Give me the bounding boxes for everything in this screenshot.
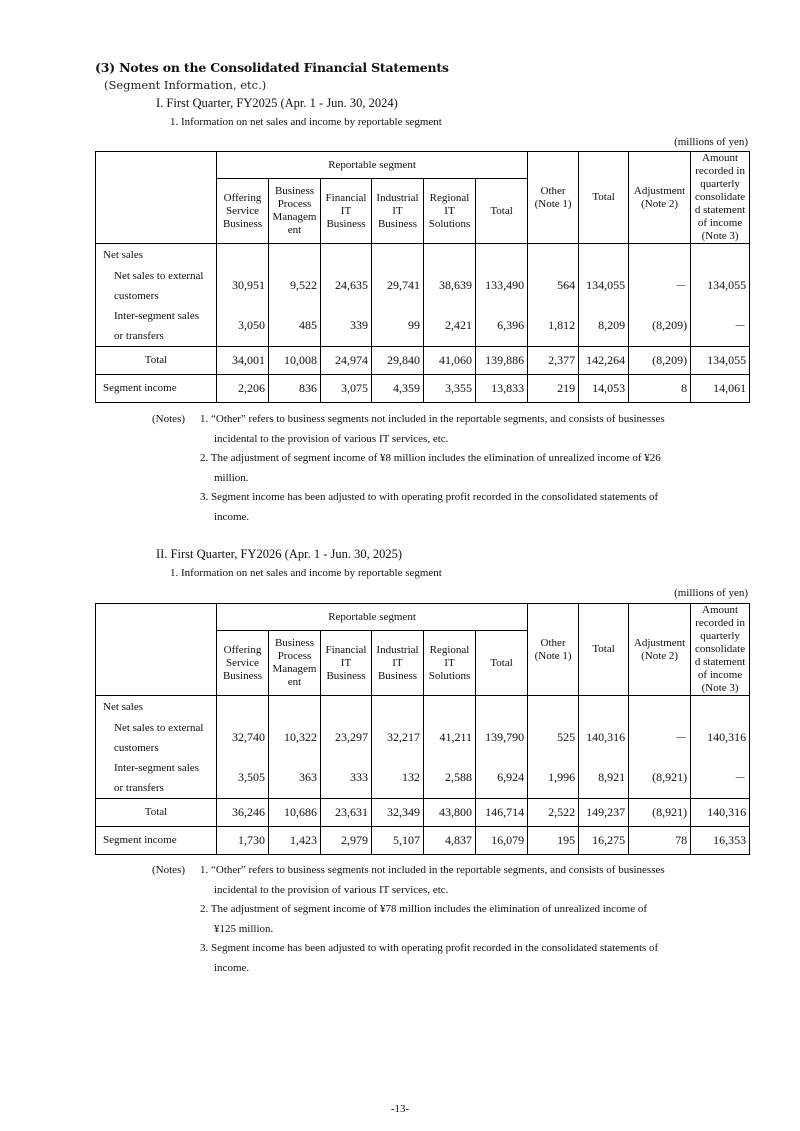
external-sales-value: 41,211 xyxy=(424,718,476,758)
total-value: 29,840 xyxy=(372,346,424,374)
segment-income-value: 4,359 xyxy=(372,374,424,402)
external-sales-label xyxy=(96,266,217,306)
notes-list xyxy=(200,410,720,527)
total-value: 10,686 xyxy=(269,798,321,826)
empty-cell xyxy=(269,244,321,266)
external-sales-value: 32,217 xyxy=(372,718,424,758)
segment-income-value: 4,837 xyxy=(424,826,476,854)
total-header: Total xyxy=(579,152,629,244)
text-line: (Note 1) xyxy=(534,649,572,662)
total-label xyxy=(96,346,217,374)
total-value: 41,060 xyxy=(424,346,476,374)
text-line: or transfers xyxy=(114,329,164,342)
total-value: 146,714 xyxy=(476,798,528,826)
inter-segment-value: 333 xyxy=(321,758,372,799)
text-line: Industrial xyxy=(376,643,419,656)
empty-cell xyxy=(691,244,750,266)
external-sales-value: 32,740 xyxy=(217,718,269,758)
empty-cell xyxy=(372,696,424,718)
table-row xyxy=(96,266,750,306)
page-number: -13- xyxy=(390,1103,410,1115)
total-value: (8,209) xyxy=(629,346,691,374)
text-line: Service xyxy=(226,204,259,217)
text-line: (Note 3) xyxy=(701,682,739,694)
table-header-row xyxy=(96,152,750,179)
text-line: Net sales to external xyxy=(114,721,204,734)
text-line: of income xyxy=(697,669,743,681)
text-line: Net sales to external xyxy=(114,269,204,282)
text-line: Offering xyxy=(223,191,262,204)
note-item xyxy=(200,861,720,900)
text-line: Total xyxy=(144,806,168,818)
external-sales-label xyxy=(96,718,217,758)
segment-income-value: 836 xyxy=(269,374,321,402)
segment-income-value: 16,353 xyxy=(691,826,750,854)
text-line: Business xyxy=(274,185,315,198)
text-line: IT xyxy=(340,656,352,669)
inter-segment-value: 3,050 xyxy=(217,306,269,347)
segment-income-value: 2,206 xyxy=(217,374,269,402)
offering-service-header xyxy=(217,179,269,244)
text-line: Total xyxy=(144,354,168,366)
segment-income-value: 3,355 xyxy=(424,374,476,402)
industrial-it-header xyxy=(372,631,424,696)
text-line: Process xyxy=(277,650,312,663)
other-header xyxy=(528,152,579,244)
text-line: Financial xyxy=(325,191,367,204)
note-item xyxy=(200,939,720,978)
total-value: 34,001 xyxy=(217,346,269,374)
empty-cell xyxy=(528,244,579,266)
text-line: Inter-segment sales xyxy=(114,309,199,322)
text-line: Business xyxy=(377,669,418,682)
note-line: 2. The adjustment of segment income of ¥78 million includes the elimination of unrealized income of xyxy=(200,903,648,915)
text-line: Adjustment xyxy=(633,636,686,649)
reportable-segment-header: Reportable segment xyxy=(217,152,528,179)
inter-segment-label xyxy=(96,758,217,799)
note-continuation: incidental to the provision of various IT services, etc. xyxy=(214,432,449,445)
text-line: recorded in xyxy=(695,617,745,629)
note-item xyxy=(200,900,720,939)
notes-label: (Notes) xyxy=(152,864,185,876)
header-corner-cell xyxy=(96,604,217,696)
total-value: 2,522 xyxy=(528,798,579,826)
text-line: IT xyxy=(444,656,455,669)
empty-cell xyxy=(476,244,528,266)
inter-segment-value: 6,924 xyxy=(476,758,528,799)
text-line: Business xyxy=(274,637,315,650)
note-continuation: incidental to the provision of various IT services, etc. xyxy=(214,883,449,896)
external-sales-value: 134,055 xyxy=(579,266,629,306)
external-sales-value: 134,055 xyxy=(691,266,750,306)
net-sales-label: Net sales xyxy=(96,244,217,266)
adjustment-header xyxy=(629,152,691,244)
table-row xyxy=(96,244,750,266)
external-sales-value: 564 xyxy=(528,266,579,306)
inter-segment-value: 8,921 xyxy=(579,758,629,799)
text-line: (Note 3) xyxy=(701,230,739,242)
inter-segment-value: 132 xyxy=(372,758,424,799)
segment-income-value: 14,053 xyxy=(579,374,629,402)
text-line: IT xyxy=(444,204,455,217)
inter-segment-value: 2,588 xyxy=(424,758,476,799)
note-line: 3. Segment income has been adjusted to with operating profit recorded in the consolidated statements of xyxy=(200,942,659,954)
table-row xyxy=(96,374,750,402)
total-value: 10,008 xyxy=(269,346,321,374)
external-sales-value: 29,741 xyxy=(372,266,424,306)
segment-income-label xyxy=(96,374,217,402)
text-line: Solutions xyxy=(428,217,471,230)
text-line: (Note 1) xyxy=(534,197,572,210)
financial-it-header xyxy=(321,179,372,244)
text-line: Financial xyxy=(325,643,367,656)
external-sales-value: 10,322 xyxy=(269,718,321,758)
text-line: customers xyxy=(114,741,159,754)
regional-it-header xyxy=(424,179,476,244)
inter-segment-value: 8,209 xyxy=(579,306,629,347)
notes-block xyxy=(152,861,752,981)
empty-cell xyxy=(629,696,691,718)
inter-segment-value: 3,505 xyxy=(217,758,269,799)
text-line: IT xyxy=(340,204,352,217)
inter-segment-value: － xyxy=(691,758,750,799)
segment-income-value: 16,079 xyxy=(476,826,528,854)
inter-segment-value: 339 xyxy=(321,306,372,347)
total-value: 23,631 xyxy=(321,798,372,826)
note-continuation: income. xyxy=(214,961,250,974)
section-title: II. First Quarter, FY2026 (Apr. 1 - Jun. 30, 2025) xyxy=(156,547,403,561)
note-item xyxy=(200,410,720,449)
industrial-it-header xyxy=(372,179,424,244)
text-line: Regional xyxy=(429,191,470,204)
external-sales-value: 140,316 xyxy=(691,718,750,758)
text-line: Inter-segment sales xyxy=(114,761,199,774)
section-title: I. First Quarter, FY2025 (Apr. 1 - Jun. 30, 2024) xyxy=(156,96,398,110)
text-line: Adjustment xyxy=(633,184,686,197)
text-line: Offering xyxy=(223,643,262,656)
business-process-header xyxy=(269,631,321,696)
text-line: Solutions xyxy=(428,669,471,682)
total-header: Total xyxy=(579,604,629,696)
notes-block xyxy=(152,410,752,530)
text-line: Regional xyxy=(429,643,470,656)
text-line: IT xyxy=(392,656,403,669)
text-line: or transfers xyxy=(114,781,164,794)
empty-cell xyxy=(424,696,476,718)
text-line: (Note 2) xyxy=(641,649,679,662)
text-line: Other xyxy=(540,636,566,649)
external-sales-value: 23,297 xyxy=(321,718,372,758)
text-line: Managem xyxy=(272,211,317,224)
text-line: Segment income xyxy=(103,834,177,846)
amount-recorded-header xyxy=(691,152,750,244)
text-line: Service xyxy=(226,656,259,669)
text-line: (Note 2) xyxy=(641,197,679,210)
total-value: 36,246 xyxy=(217,798,269,826)
table-row xyxy=(96,346,750,374)
segment-income-value: 14,061 xyxy=(691,374,750,402)
note-line: 1. “Other” refers to business segments not included in the reportable segments, and consists of businesses xyxy=(200,864,665,876)
section-subtitle: 1. Information on net sales and income by reportable segment xyxy=(170,116,442,128)
segment-table xyxy=(95,603,750,855)
notes-heading: (3) Notes on the Consolidated Financial Statements xyxy=(95,60,449,75)
external-sales-value: 133,490 xyxy=(476,266,528,306)
text-line: recorded in xyxy=(695,165,745,177)
note-line: 3. Segment income has been adjusted to with operating profit recorded in the consolidated statements of xyxy=(200,491,659,503)
regional-it-header xyxy=(424,631,476,696)
segment-income-value: 219 xyxy=(528,374,579,402)
inter-segment-value: 1,812 xyxy=(528,306,579,347)
empty-cell xyxy=(217,696,269,718)
total-label xyxy=(96,798,217,826)
note-line: 2. The adjustment of segment income of ¥8 million includes the elimination of unrealized income of ¥26 xyxy=(200,452,661,464)
external-sales-value: 140,316 xyxy=(579,718,629,758)
total-value: 32,349 xyxy=(372,798,424,826)
text-line: Business xyxy=(222,217,263,230)
external-sales-value: 38,639 xyxy=(424,266,476,306)
text-line: ent xyxy=(287,224,302,237)
text-line: quarterly xyxy=(700,178,740,190)
total-value: 24,974 xyxy=(321,346,372,374)
text-line: Other xyxy=(540,184,566,197)
text-line: Business xyxy=(377,217,418,230)
inter-segment-value: 363 xyxy=(269,758,321,799)
text-line: Business xyxy=(326,669,366,682)
total-value: 140,316 xyxy=(691,798,750,826)
inter-segment-value: (8,921) xyxy=(629,758,691,799)
reportable-total-header: Total xyxy=(476,179,528,244)
segment-income-value: 8 xyxy=(629,374,691,402)
segment-income-value: 2,979 xyxy=(321,826,372,854)
external-sales-value: － xyxy=(629,718,691,758)
table-header-row xyxy=(96,604,750,631)
inter-segment-value: (8,209) xyxy=(629,306,691,347)
inter-segment-value: － xyxy=(691,306,750,347)
section-subtitle: 1. Information on net sales and income by reportable segment xyxy=(170,567,442,579)
amount-recorded-header xyxy=(691,604,750,696)
table-row xyxy=(96,758,750,799)
inter-segment-value: 1,996 xyxy=(528,758,579,799)
text-line: Managem xyxy=(272,663,317,676)
total-value: 149,237 xyxy=(579,798,629,826)
net-sales-label: Net sales xyxy=(96,696,217,718)
text-line: Business xyxy=(326,217,366,230)
segment-income-value: 16,275 xyxy=(579,826,629,854)
empty-cell xyxy=(424,244,476,266)
unit-label: (millions of yen) xyxy=(674,136,748,148)
table-row xyxy=(96,826,750,854)
text-line: consolidate xyxy=(695,191,746,203)
adjustment-header xyxy=(629,604,691,696)
empty-cell xyxy=(217,244,269,266)
text-line: Amount xyxy=(702,152,739,164)
text-line: d statement xyxy=(694,204,746,216)
text-line: IT xyxy=(392,204,403,217)
empty-cell xyxy=(579,244,629,266)
table-row xyxy=(96,718,750,758)
segment-income-value: 3,075 xyxy=(321,374,372,402)
empty-cell xyxy=(269,696,321,718)
note-line: 1. “Other” refers to business segments not included in the reportable segments, and consists of businesses xyxy=(200,413,665,425)
text-line: Process xyxy=(277,198,312,211)
inter-segment-label xyxy=(96,306,217,347)
empty-cell xyxy=(579,696,629,718)
text-line: Industrial xyxy=(376,191,419,204)
empty-cell xyxy=(476,696,528,718)
other-header xyxy=(528,604,579,696)
notes-list xyxy=(200,861,720,978)
note-continuation: million. xyxy=(214,471,249,484)
text-line: Amount xyxy=(702,604,739,616)
segment-income-value: 1,730 xyxy=(217,826,269,854)
financial-it-header xyxy=(321,631,372,696)
empty-cell xyxy=(528,696,579,718)
text-line: customers xyxy=(114,289,159,302)
offering-service-header xyxy=(217,631,269,696)
header-corner-cell xyxy=(96,152,217,244)
total-value: 134,055 xyxy=(691,346,750,374)
inter-segment-value: 485 xyxy=(269,306,321,347)
note-continuation: ¥125 million. xyxy=(214,922,274,935)
text-line: quarterly xyxy=(700,630,740,642)
empty-cell xyxy=(321,244,372,266)
text-line: ent xyxy=(287,676,302,689)
total-value: 2,377 xyxy=(528,346,579,374)
segment-income-value: 78 xyxy=(629,826,691,854)
text-line: of income xyxy=(697,217,743,229)
segment-table xyxy=(95,151,750,403)
text-line: Business xyxy=(222,669,263,682)
inter-segment-value: 6,396 xyxy=(476,306,528,347)
text-line: d statement xyxy=(694,656,746,668)
total-value: 43,800 xyxy=(424,798,476,826)
text-line: Segment income xyxy=(103,382,177,394)
segment-info-subheading: (Segment Information, etc.) xyxy=(104,78,267,92)
external-sales-value: 525 xyxy=(528,718,579,758)
empty-cell xyxy=(691,696,750,718)
table-row xyxy=(96,306,750,347)
external-sales-value: 9,522 xyxy=(269,266,321,306)
total-value: 139,886 xyxy=(476,346,528,374)
text-line: consolidate xyxy=(695,643,746,655)
empty-cell xyxy=(372,244,424,266)
segment-income-value: 5,107 xyxy=(372,826,424,854)
table-row xyxy=(96,696,750,718)
notes-label: (Notes) xyxy=(152,413,185,425)
table-row xyxy=(96,798,750,826)
unit-label: (millions of yen) xyxy=(674,587,748,599)
inter-segment-value: 99 xyxy=(372,306,424,347)
segment-income-value: 1,423 xyxy=(269,826,321,854)
inter-segment-value: 2,421 xyxy=(424,306,476,347)
external-sales-value: － xyxy=(629,266,691,306)
note-item xyxy=(200,449,720,488)
external-sales-value: 139,790 xyxy=(476,718,528,758)
segment-income-value: 13,833 xyxy=(476,374,528,402)
external-sales-value: 30,951 xyxy=(217,266,269,306)
reportable-total-header: Total xyxy=(476,631,528,696)
total-value: (8,921) xyxy=(629,798,691,826)
note-item xyxy=(200,488,720,527)
note-continuation: income. xyxy=(214,510,250,523)
empty-cell xyxy=(629,244,691,266)
business-process-header xyxy=(269,179,321,244)
external-sales-value: 24,635 xyxy=(321,266,372,306)
segment-income-value: 195 xyxy=(528,826,579,854)
total-value: 142,264 xyxy=(579,346,629,374)
reportable-segment-header: Reportable segment xyxy=(217,604,528,631)
empty-cell xyxy=(321,696,372,718)
segment-income-label xyxy=(96,826,217,854)
